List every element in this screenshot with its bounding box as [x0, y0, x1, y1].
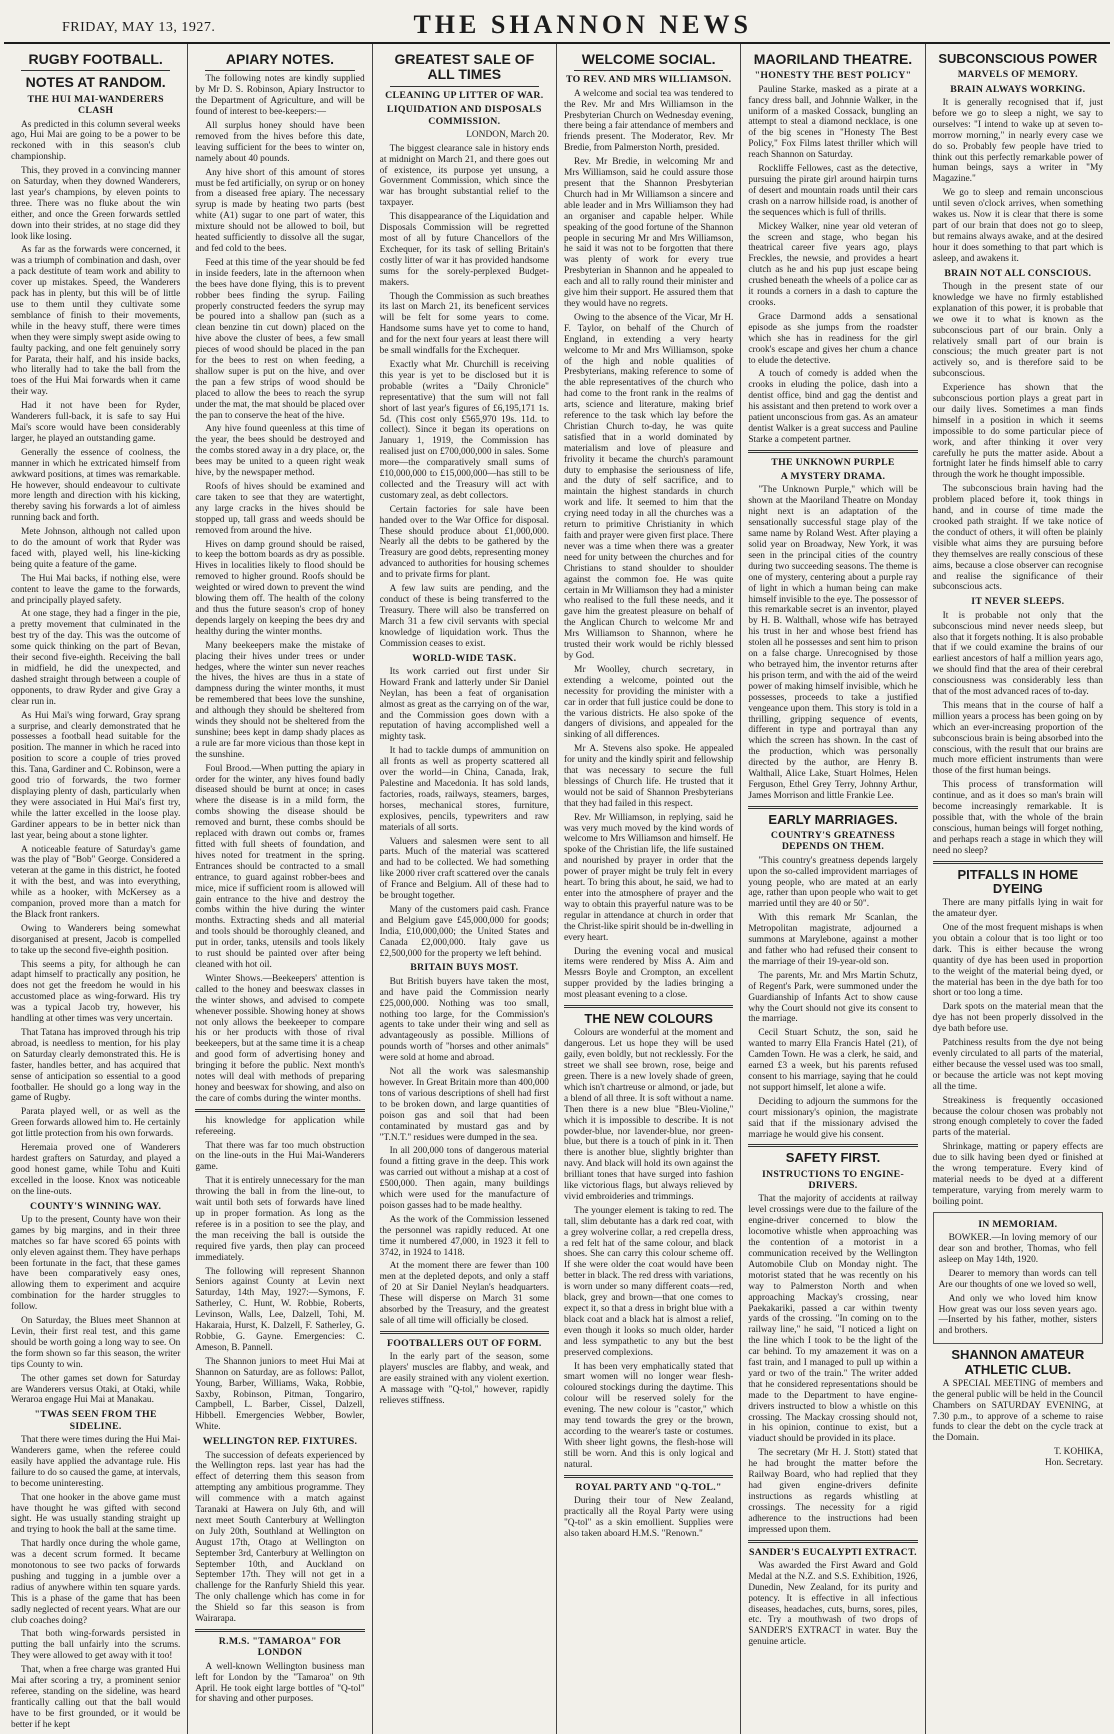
- paragraph: The biggest clearance sale in history ends at midnight on March 21, and there goes out of existence, its purpose yet unsung, a Government Commission, which since the war has brought substantial relief to the taxpayer.: [379, 143, 549, 209]
- section-heading: THE UNKNOWN PURPLE: [771, 456, 895, 468]
- paragraph: Many beekeepers make the mistake of placing their hives under trees or under hedges, where the winter sun never reaches the hives, the hives are thus in a state of dampness during the winter months, it must be remembered that bees love the sunshine, and although they should be sheltered from winds they should not be sheltered from the sunshine; bees kept in damp shady places as a rule are far more vicious than those kept in the sunshine.: [195, 640, 365, 760]
- paragraph: Mr Woolley, church secretary, in extending a welcome, pointed out the necessity for providing the minister with a car in order that full justice could be done to the various districts. He also spoke of the dangers of divisions, and appealed for the sinking of all differences.: [563, 664, 734, 741]
- paragraph: Heremaia proved one of Wanderers hardest grafters on Saturday, and played a good honest game, while Tohu and Kuiti excelled in the loose. Knox was noticeable on the line-outs.: [11, 1143, 181, 1197]
- signature-name: T. KOHIKA,: [1053, 1447, 1103, 1458]
- divider: [574, 70, 723, 71]
- divider: [380, 1331, 549, 1334]
- paragraph: One of the most frequent mishaps is when you obtain a colour that is too light or too dark. This is either because the wrong quantity of dye has been used in proportion to the weight of the material being dyed, or the material has been in the dye bath for too short or too long a time.: [932, 923, 1103, 999]
- paragraph: Certain factories for sale have been handed over to the War Office for disposal. These should produce about £1,000,000. Nearly all the debts to be gathered by the Treasury are good debts, representing money advanced to authorities for housing schemes and to private firms for plant.: [379, 504, 549, 581]
- section-heading: "TWAS SEEN FROM THE SIDELINE.: [34, 1409, 157, 1432]
- column-1: [4, 44, 188, 1734]
- paragraph: As the work of the Commission lessened the personnel was rapidly reduced. At one time it numbered 47,000, in 1923 it fell to 3742, in 1924 to 1418.: [379, 1214, 549, 1258]
- section-subheading: A MYSTERY DRAMA.: [780, 471, 886, 483]
- paragraph: That there were times during the Hui Mai-Wanderers game, when the referee could easily have applied the advantage rule. His failure to do so caused the game, at intervals, to become uninteresting.: [11, 1435, 181, 1489]
- paragraph: Had it not have been for Ryder, Wanderers full-back, it is safe to say Hui Mai's score would have been considerably larger, he played an outstanding game.: [11, 401, 181, 444]
- paragraph: That, when a free charge was granted Hui Mai after scoring a try, a prominent senior referee, standing on the sideline, was heard frantically calling out that the ball would have to be first grounded, or it would be better if he kept: [11, 1665, 181, 1730]
- paragraph: The following will represent Shannon Seniors against County at Levin next Saturday, 14th May, 1927:—Symons, F. Satherley, C. Hunt, W. Robbie, Roberts, Levinson, Walls, Lee, Dalzell, Tohi, M. Hakaraia, Hurst, K. Dalzell, F. Satherley, G. Robbie, G. Gayne. Emergencies: C. Ameson, B. Pannell.: [195, 1266, 365, 1353]
- article-heading: MAORILAND THEATRE.: [753, 51, 913, 67]
- paragraph: That the majority of accidents at railway level crossings were due to the failure of the engine-driver concerned to blow the locomotive whistle when approaching was the contention of a motorist in a communication received by the Wellington Automobile Club on Monday night. The motorist stated that he was recently on his way to Palmerston North and when approaching Mackay's crossing, near Paekakariki, passed a car within twenty yards of the crossing. "In coming on to the railway line," he said, "I noticed a light on the line which I took to be the light of the car behind. To my amazement it was on a fast train, and I managed to pull up within a yard or two of the train." The writer added that he considered representations should be made to the Department to have engine-drivers instructed to blow a whistle on this crossing. The Mackay crossing should not, in his opinion, continue to exist, but a viaduct should be provided in its place.: [748, 1194, 918, 1445]
- paragraph: In all 200,000 tons of dangerous material found a fitting grave in the deep. This work was carried out without a mishap at a cost of £500,000. Then again, many buildings which were used for the manufacture of poison gasses had to be made healthy.: [379, 1146, 549, 1211]
- paragraph: Any hive short of this amount of stores must be fed artificially, on syrup or on honey from a diseased free apiary. The necessary syrup is made by heating two parts (best white (A1) sugar to one part of water, this mixture should not be allowed to boil, but heated sufficiently to dissolve all the sugar, and fed cold to the bees.: [195, 167, 365, 254]
- paragraph: Generally the essence of coolness, the manner in which he extricated himself from awkward positions, at times was remarkable. He however, should endeavour to cultivate more length and direction with his kicking, thereby saving his forwards a lot of aimless running back and forth.: [11, 447, 181, 524]
- paragraph: At one stage, they had a finger in the pie, a pretty movement that culminated in the best try of the day. This was the outcome of some quick thinking on the part of Bevan, their second five-eighth. Receiving the ball in midfield, he did the unexpected, and dashed straight through between a couple of opponents, to draw Ryder and give Gray a clear run in.: [11, 609, 181, 707]
- paragraph: Though in the present state of our knowledge we have no firmly established explanation of this power, it is probable that we owe it to what is known as the subconscious part of our brain. Only a relatively small part of our brain is conscious; the much greater part is not actively so, and is therefore said to be subconscious.: [932, 281, 1103, 380]
- paragraph: At the moment there are fewer than 100 men at the depleted depots, and only a staff of 20 at Sir Daniel Neylan's headquarters. These will disperse on March 31 some absorbed by the Treasury, and the greatest sale of all time will officially be closed.: [379, 1261, 549, 1327]
- paragraph: During their tour of New Zealand, practically all the Royal Party were using "Q-tol" as a skin emollient. Supplies were also taken aboard H.M.S. "Renown.": [563, 1495, 734, 1539]
- paragraph: This seems a pity, for although he can adapt himself to practically any position, he does not get the freedom he would in his accustomed place as wing-forward. His try was a typical Jacob try, however, his handling at other times was very uncertain.: [11, 959, 181, 1025]
- columns: [4, 44, 1110, 1730]
- divider: [195, 1629, 364, 1632]
- paragraph: Parata played well, or as well as the Green forwards allowed him to. He certainly got little protection from his own forwards.: [11, 1107, 181, 1140]
- article-kicker: THE HUI MAI-WANDERERS CLASH: [27, 93, 164, 117]
- divider: [748, 450, 917, 453]
- article-subheading: NOTES AT RANDOM.: [25, 74, 166, 91]
- column-4: [557, 44, 741, 1734]
- article-kicker: "HONESTY THE BEST POLICY": [754, 70, 912, 82]
- paragraph: Owing to Wanderers being somewhat disorganised at present, Jacob is compelled to take up the second five-eighth position.: [11, 923, 181, 956]
- column-3: [373, 44, 557, 1734]
- section-heading: WELLINGTON REP. FIXTURES.: [202, 1436, 358, 1448]
- paragraph: Mete Johnson, although not called upon to do the amount of work that Ryder was faced with, played well, his line-kicking being quite a feature of the game.: [11, 527, 181, 570]
- paragraph: Dearer to memory than words can tell Are our thoughts of one we loved so well,: [938, 1268, 1097, 1290]
- divider: [564, 1475, 733, 1478]
- paragraph: Mickey Walker, nine year old veteran of the screen and stage, who began his theatrical career five years ago, plays Freckles, the newsie, and provides a heart clutch as he and his pup just escape being crushed beneath the wheels of a police car as it rounds a corners in a dash to capture the crooks.: [748, 221, 918, 308]
- paragraph: A well-known Wellington business man left for London by the "Tamaroa" on 9th April. He took eight large bottles of "Q-tol" for shaving and other purposes.: [195, 1661, 365, 1705]
- section-heading: BRAIN NOT ALL CONSCIOUS.: [944, 267, 1092, 279]
- newspaper-title: THE SHANNON NEWS: [413, 10, 752, 39]
- paragraph: Pauline Starke, masked as a pirate at a fancy dress ball, and Johnnie Walker, in the uniform of a masked Cossack, bungling an attempt to steal a diamond necklace, is one of the big scenes in "Honesty The Best Policy," Fox Films latest thriller which will reach Shannon on Saturday.: [748, 84, 918, 161]
- paragraph: The succession of defeats experienced by the Wellington reps. last year has had the effect of deterring them this season from attempting any ambitious programme. They will commence with a match against Taranaki at Hawera on July 6th, and will next meet South Canterbury at Wellington on July 20th, Southland at Wellington on August 17th, Otago at Wellington on September 3rd, Canterbury at Wellington on September 10th, and Auckland on September 17th. They will not get in a challenge for the Ranfurly Shield this year. The only challenge which has come in for the Shield so far this season is from Wairarapa.: [195, 1450, 365, 1625]
- article-heading: APIARY NOTES.: [225, 51, 335, 67]
- divider: [564, 1005, 733, 1008]
- paragraph: The Shannon juniors to meet Hui Mai at Shannon on Saturday, are as follows: Pallot, Young, Barber, Williams, Waka, Robbie, Saxby, Robinson, Pitman, Tongariro, Campbell, L. Barber, Cissel, Dalzell, Hibbell. Emergencies Webber, Bowler, White.: [195, 1356, 365, 1433]
- article-kicker: CLEANING UP LITTER OF WAR.: [385, 89, 544, 101]
- paragraph: Feed at this time of the year should be fed in inside feeders, late in the afternoon when the bees have done flying, this is to prevent robber bees finding the syrup. Failing properly constructed feeders the syrup may be poured into a shallow pan (such as a clean benzine tin cut down) placed on the hive above the cluster of bees, a few small pieces of wood should be placed in the pan for the bees to rest on when feeding, a shallow super is put on the hive, and over the pan a few strips of wood should be placed to allow the bees to reach the syrup under the mat, the mat should be placed over the pan to conserve the heat of the hive.: [195, 257, 365, 421]
- article-heading: GREATEST SALE OF ALL TIMES: [394, 51, 535, 83]
- paragraph: "The Unknown Purple," which will be shown at the Maoriland Theatre on Monday night next is an adaptation of the sensationally successful stage play of the same name by Roland West. After playing a solid year on Broadway, New York, it was seen in the principal cities of the country during two succeeding seasons. The theme is one of mystery, centering about a purple ray of light in which a human being can make himself invisible to the eye. The possessor of this remarkable secret is an inventor, played by H. B. Walthall, whose wife has betrayed his trust in her and whose best friend has stolen all he possesses and sent him to prison on a false charge. Unrecognised by those who betrayed him, the inventor returns after his prison term, and with the aid of the weird power of making himself invisible, which he possesses, proceeds to take a justified vengeance upon them. This story is told in a thrilling, gripping sequence of events, different in type and portrayal than any which the screen has shown. In the cast of the production, which was personally directed by the author, are Henry B. Walthall, Alice Lake, Stuart Holmes, Helen Ferguson, Ethel Grey Terry, Johnny Arthur, James Morrison and little Frankie Lee.: [748, 485, 918, 801]
- article-kicker: TO REV. AND MRS WILLIAMSON.: [565, 74, 732, 86]
- section-heading: IN MEMORIAM.: [978, 1218, 1058, 1230]
- article-heading: SUBCONSCIOUS POWER: [938, 51, 1098, 66]
- paragraph: The following notes are kindly supplied by Mr D. S. Robinson, Apiary Instructor to the Department of Agriculture, and will be found of interest to bee-keepers:—: [195, 74, 365, 118]
- paragraph: Deciding to adjourn the summons for the court missionary's opinion, the magistrate said that if the missionary advised the marriage he would give his consent.: [748, 1096, 918, 1140]
- section-heading: ROYAL PARTY AND "Q-TOL.": [575, 1481, 722, 1493]
- section-heading: WORLD-WIDE TASK.: [412, 652, 517, 664]
- article-heading: SAFETY FIRST.: [785, 1150, 881, 1166]
- paragraph: Roofs of hives should be examined and care taken to see that they are watertight, any large cracks in the hives should be stopped up, tall grass and weeds should be removed from around the hive.: [195, 482, 365, 536]
- paragraph: Shrinkage, matting or papery effects are due to silk having been dyed or finished at the wrong temperature. Every kind of material needs to be dyed at a different temperature, varying from merely warm to boiling point.: [932, 1142, 1103, 1207]
- divider: [748, 1144, 917, 1147]
- column-6: [926, 44, 1110, 1734]
- article-kicker: LIQUIDATION AND DISPOSALS COMMISSION.: [386, 104, 542, 127]
- paragraph: In the early part of the season, some players' muscles are flabby, and weak, and are easily strained with any violent exertion. A massage with "Q-tol," however, rapidly relieves stiffness.: [379, 1352, 549, 1406]
- paragraph: Many of the customers paid cash. France and Belgium gave £45,000,000 for goods; India, £10,000,000; the United States and Canada £2,000,000. Italy gave us £2,500,000 for the property we left behind.: [379, 904, 549, 959]
- article-heading: WELCOME SOCIAL.: [581, 51, 716, 67]
- article-kicker: COUNTRY'S GREATNESS DEPENDS ON THEM.: [770, 830, 896, 853]
- section-heading: R.M.S. "TAMAROA" FOR LONDON: [218, 1636, 342, 1659]
- paragraph: his knowledge for application while refereeing.: [195, 1115, 365, 1137]
- dateline: LONDON, March 20.: [466, 129, 549, 140]
- column-2: [188, 44, 372, 1734]
- paragraph: Not all the work was salesmanship however. In Great Britain more than 400,000 tons of various descriptions of shell had first to be broken down, and large quantities of poison gas and soil that had been contaminated by mustard gas and by "T.N.T." residues were dumped in the sea.: [379, 1067, 549, 1143]
- paragraph: As Hui Mai's wing forward, Gray sprang a surprise, and clearly demonstrated that he possesses a football head suitable for the position. The manner in which he raced into position to score a couple of tries proved this. Tana, Gardiner and C. Robinson, were a good trio of forwards, the two former displaying plenty of dash, particularly when they were associated in Hui Mai's first try, while the latter excelled in the loose play. Gardiner appears to be in better nick than last year, being about a stone lighter.: [11, 710, 181, 841]
- divider: [748, 1540, 917, 1543]
- paragraph: The parents, Mr. and Mrs Martin Schutz, of Regent's Park, were summoned under the Guardianship of Infants Act to show cause why the Court should not give its consent to the marriage.: [748, 970, 918, 1025]
- column-5: [741, 44, 925, 1734]
- divider: [195, 1109, 364, 1112]
- paragraph: The other games set down for Saturday are Wanderers versus Otaki, at Otaki, while Weraroa engage Hui Mai at Manakau.: [11, 1373, 181, 1406]
- section-heading: FOOTBALLERS OUT OF FORM.: [386, 1337, 542, 1349]
- paragraph: The younger element is taking to red. The tall, slim debutante has a dark red coat, with a grey wolverine collar, a red crepella dress, a red felt hat of the same colour, and black shoes. She can carry this colour scheme off. If she were older the coat would have been better in black. The red dress with variations, is worn under so many different coats—red, black, grey and brown—that one comes to expect it, so that a dress in bright blue with a black coat and a black hat is almost a relief, even though it looks so much older, harder and less sympathetic to any but the best preserved complexions.: [563, 1205, 734, 1358]
- paragraph: But British buyers have taken the most, and have paid the Commission nearly £25,000,000. Nothing was too small, nothing too large, for the Commission's agents to take under their wing and sell as advantageously as possible. Millions of pounds worth of "horses and other animals" were sold at home and abroad.: [379, 976, 549, 1064]
- paragraph: Rev. Mr Bredie, in welcoming Mr and Mrs Williamson, said he could assure those present that the Shannon Presbyterian Church had in Mr Williamson a sincere and able leader and in Mrs Williamson they had an organiser and capable helper. While speaking of the good fortune of the Shannon people in securing Mr and Mrs Williamson, he said it was not to be forgotten that there was plenty of work for every true Presbyterian in Shannon and he appealed to each and all to rally round their minister and give him their support. He assured them that they would have no regrets.: [563, 157, 734, 309]
- paragraph: It had to tackle dumps of ammunition on all fronts as well as property scattered all over the world—in China, Canada, Irak, Palestine and Macedonia. It has sold lands, factories, roads, railways, steamers, barges, horses, mechanical stores, furniture, explosives, pencils, typewriters and raw materials of all sorts.: [379, 746, 549, 833]
- paragraph: This process of transformation will continue, and as it does so man's brain will become increasingly remarkable. It is possible that, with the whole of the brain conscious, human beings will forget nothing, and perhaps reach a stage in which they will need no sleep?: [932, 780, 1103, 856]
- section-heading: BRITAIN BUYS MOST.: [410, 962, 519, 974]
- paragraph: A welcome and social tea was tendered to the Rev. Mr and Mrs Williamson in the Presbyterian Church on Wednesday evening, there being a fair attendance of members and friends present. The Moderator, Rev. Mr Bredie, from Palmerston North, presided.: [563, 88, 734, 154]
- article-kicker: BRAIN ALWAYS WORKING.: [950, 83, 1086, 95]
- paragraph: During the evening vocal and musical items were rendered by Miss A. Aim and Messrs Boyle and Crompton, an excellent supper provided by the ladies bringing a most pleasant evening to a close.: [563, 946, 734, 1001]
- paragraph: A SPECIAL MEETING of members and the general public will be held in the Council Chambers on SATURDAY EVENING, at 7.30 p.m., to approve of a scheme to raise funds to clear the debt on the cycle track at the Domain.: [932, 1378, 1103, 1444]
- article-heading: EARLY MARRIAGES.: [768, 811, 898, 827]
- divider: [748, 806, 917, 809]
- paragraph: Colours are wonderful at the moment and dangerous. Let us hope they will be used gaily, even boldly, but not recklessly. For the street we shall see brown, rose, beige and green. There is a new lovely shade of green, which isn't chartreuse or almond, or jade, but a blend of all three. It is soft without a name. Then there is a new blue "Bleu-Violine," which it is impossible to describe. It is not powder-blue, nor lavender-blue, nor green-blue, but there is a touch of pink in it. Then there is another blue, slightly brighter than navy. And black will hold its own against the brilliant tones that have surged into fashion like victorious flags, but always relieved by vivid embroideries and trimmings.: [563, 1028, 734, 1202]
- paragraph: That hardly once during the whole game, was a decent scrum formed. It became monotonous to see two packs of forwards pushing and tugging in a jumble over a radius of anywhere within ten square yards. This is a phase of the game that has been sadly neglected of recent years. What are our club coaches doing?: [11, 1539, 181, 1626]
- paragraph: Rockliffe Fellowes, cast as the detective, pursuing the pirate girl around hairpin turns of desert and mountain roads until their cars crash on a narrow hillside road, is another of the sequences which is full of thrills.: [748, 164, 918, 218]
- paragraph: We go to sleep and remain unconscious until seven o'clock arrives, when something wakes us. Now it is clear that there is some part of our brain that does not go to sleep, but remains always awake, and at the desired hour it does something to that part which is asleep, and awakens it.: [932, 188, 1103, 264]
- paragraph: With this remark Mr Scanlan, the Metropolitan magistrate, adjourned a summons at Marylebone, against a mother and father who had refused their consent to the marriage of their 19-year-old son.: [748, 913, 918, 967]
- paragraph: This disappearance of the Liquidation and Disposals Commission will be regretted most of all by future Chancellors of the Exchequer, for its task of selling Britain's costly litter of war it has provided handsome sums for the sorely-perplexed Budget-makers.: [379, 212, 549, 288]
- section-heading: SANDER'S EUCALYPTI EXTRACT.: [749, 1546, 917, 1558]
- masthead: [4, 0, 1110, 44]
- paragraph: Grace Darmond adds a sensational episode as she jumps from the roadster which she has in readiness for the girl crook's escape and gives her chum a chance to elude the detective.: [748, 311, 918, 366]
- paragraph: BOWKER.—In loving memory of our dear son and brother, Thomas, who fell asleep on May 14th, 1920.: [938, 1233, 1097, 1265]
- paragraph: That there was far too much obstruction on the line-outs in the Hui Mai-Wanderers game.: [195, 1140, 365, 1173]
- paragraph: It is probable not only that the subconscious mind never needs sleep, but also that it forgets nothing. It is also probable that if we could examine the brains of our earliest ancestors of half a million years ago, we should find that the area of their cerebral consciousness was considerably less than that of the most advanced races of to-day.: [932, 610, 1103, 698]
- paragraph: That Tatana has improved through his trip abroad, is needless to mention, for his play on Saturday clearly demonstrated this. He is faster, handles better, and has acquired that sense of anticipation so essential to a good footballer. He should go a long way in the game of Rugby.: [11, 1028, 181, 1104]
- paragraph: That both wing-forwards persisted in putting the ball unfairly into the scrums. They were allowed to get away with it too!: [11, 1629, 181, 1662]
- paragraph: Winter Shows.—Beekeepers' attention is called to the honey and beeswax classes in the winter shows, and advised to compete whenever possible. Showing honey at shows not only allows the beekeeper to compare his or her products with those of rival beekeepers, but at the same time it is a cheap and good form of advertising honey and bringing it before the public. Next month's notes will deal with methods of preparing honey and beeswax for showing, and also on the care of combs during the winter months.: [195, 973, 365, 1104]
- section-heading: IT NEVER SLEEPS.: [971, 596, 1065, 608]
- paragraph: A touch of comedy is added when the crooks in eluding the police, dash into a dentist office, bind and gag the dentist and his assistant and then pretend to work over a patient unconscious from gas. As an amateur dentist Walker is a great success and Pauline Starke a competent partner.: [748, 369, 918, 445]
- paragraph: Foul Brood.—When putting the apiary in order for the winter, any hives found badly diseased should be burnt at once; in cases where the disease is in a mild form, the combs showing the disease should be removed and burnt, these combs should be replaced with drawn out combs or, frames fitted with full sheets of foundation, and hives noted for treatment in the spring. Entrances should be contracted to a small entrance, to guard against robber-bees and mice, mice if sufficient room is allowed will gain entrance to the hive and destroy the combs within the hive during the winter months. Extracting sheds and all material and tools should be thoroughly cleaned, and put in order, tanks, utensils and tools likely to rust should be painted over after being cleaned with hot oil.: [195, 763, 365, 970]
- paragraph: Exactly what Mr. Churchill is receiving this year is yet to be disclosed but it is probable (writes a "Daily Chronicle" representative) that the sum will not fall short of last year's figures of £6,195,171 1s. 5d. (This cost only £565,970 19s. 11d. to collect). Since it began its operations on January 1, 1919, the Commission has realised just on £700,000,000 in sales. Some more—the comparatively small sums of £10,000,000 to £15,000,000—has still to be collected and the Treasury will act with customary zeal, as debt collectors.: [379, 359, 549, 501]
- paragraph: A few law suits are pending, and the conduct of these is being transferred to the Treasury. There will also be transferred on March 31 a few civil servants with special knowledge of liquidation work. Thus the Commission ceases to exist.: [379, 584, 549, 649]
- paragraph: Rev. Mr Williamson, in replying, said he was very much moved by the kind words of welcome to Mrs Williamson and himself. He spoke of the Christian life, the life sustained and nourished by prayer in order that the power of prayer might be truly felt in every heart. To bring this about, he said, we had to enter into the atmosphere of prayer and the way to obtain this prayerful nature was to be regular in attendance at church in order that the Christ-like spirit should be in-dwelling in every heart.: [563, 812, 734, 943]
- paragraph: Hives on damp ground should be raised, to keep the bottom boards as dry as possible. Hives in localities likely to flood should be removed to higher ground. Roofs should be weighted or wired down to prevent the wind blowing them off. The health of the colony and thus the future season's crop of honey depends largely on keeping the bees dry and healthy during the winter months.: [195, 539, 365, 637]
- paragraph: That it is entirely unnecessary for the man throwing the ball in from the line-out, to wait until both sets of forwards have lined up in proper formation. As long as the referee is in a position to see the play, and the man receiving the ball is outside the required five yards, then play can proceed immediately.: [195, 1176, 365, 1263]
- paragraph: The Hui Mai backs, if nothing else, were content to leave the game to the forwards, and principally played safety.: [11, 573, 181, 606]
- paragraph: It has been very emphatically stated that smart women will no longer wear flesh-coloured stockings during the daytime. This colour will be reserved solely for the evening. The new colour is "castor," which may tend towards the grey or the brown, according to the wearer's taste or costumes. With sheer light gowns, the flesh-hose will still be worn. And this is only logical and natural.: [563, 1361, 734, 1470]
- article-kicker: MARVELS OF MEMORY.: [957, 69, 1078, 81]
- paragraph: Owing to the absence of the Vicar, Mr H. F. Taylor, on behalf of the Church of England, in extending a very hearty welcome to Mr and Mrs Williamson, spoke of the high and noble qualities of Presbyterians, making reference to some of the able representatives of the church who had come to the front rank in the realms of arts, science and literature, making brief reference to the task which lay before the Christian Church to-day, he was quite satisfied that in a world dominated by materialism and love of pleasure and frivolity it became the church's paramount duty to emphasise the seriousness of life, and the duty of self sacrifice, and to maintain the highest standards in church work and life. It seemed to him that the crying need today in all the churches was a return to primitive Christianity in which faith and prayer were given first place. There never was a time when there was a greater need for unity between the churches and for Christians to stand shoulder to shoulder against the common foe. He was quite certain in Mr Williamson they had a minister who realised to the full these needs, and it gave him the greatest pleasure on behalf of the Anglican Church to welcome Mr and Mrs Williamson to Shannon, where he trusted their work would be richly blessed by God.: [563, 312, 734, 661]
- article-heading: THE NEW COLOURS: [584, 1011, 713, 1027]
- issue-date: FRIDAY, MAY 13, 1927.: [62, 20, 216, 35]
- paragraph: That one hooker in the above game must have thought he was gifted with second sight. He was usually standing straight up and trying to hook the ball at the same time.: [11, 1492, 181, 1536]
- paragraph: Up to the present, County have won their games by big margins, and in their three matches so far have scored 65 points with only eleven against them. They have perhaps been fortunate in the fact, that these games have been comparatively easy ones, allowing them to experiment and acquire combination for the harder struggles to follow.: [11, 1214, 181, 1313]
- divider: [205, 70, 354, 71]
- paragraph: All surplus honey should have been removed from the hives before this date, leaving sufficient for the bees to winter on, namely about 40 pounds.: [195, 121, 365, 164]
- section-heading: COUNTY'S WINNING WAY.: [30, 1200, 162, 1212]
- memoriam-notice: [933, 1212, 1103, 1345]
- divider: [21, 70, 170, 71]
- paragraph: As far as the forwards were concerned, it was a triumph of combination and dash, over a pack destitute of team work and ability to cover up mistakes. Speed, the Wanderers pack has in plenty, but this will be of little use to them until they cultivate some semblance of finish to their movements, while in the heavy stuff, there were times when they were simply swept aside owing to faulty packing, and one felt genuinely sorry for Parata, their half, and his inside backs, who literally had to take the ball from the toes of the Hui Mai forwards when it came their way.: [11, 245, 181, 398]
- paragraph: Was awarded the First Award and Gold Medal at the N.Z. and S.S. Exhibition, 1926, Dunedin, New Zealand, for its purity and potency. It is effective in all infectious diseases, headaches, cuts, burns, sores, piles, etc. Try a mouthwash of two drops of SANDER'S EXTRACT in water. Buy the genuine article.: [748, 1560, 918, 1648]
- paragraph: As predicted in this column several weeks ago, Hui Mai are going to be a power to be reckoned with in this season's club championship.: [11, 119, 181, 163]
- paragraph: This means that in the course of half a million years a process has been going on by which an ever-increasing proportion of the subconscious brain is being absorbed into the conscious, with the result that our brains are much more efficient instruments than were those of the first human beings.: [932, 700, 1103, 777]
- article-heading: SHANNON AMATEUR ATHLETIC CLUB.: [951, 1347, 1085, 1377]
- paragraph: Its work carried out first under Sir Howard Frank and latterly under Sir Daniel Neylan, has been a feat of organisation almost as great as the carrying on of the war, and the Commission goes down with a reputation of having accomplished well a mighty task.: [379, 666, 549, 743]
- paragraph: Valuers and salesmen were sent to all parts. Much of the material was scattered and had to be collected. We had something like 2000 river craft scattered over the canals of France and Belgium. All of these had to be brought together.: [379, 836, 549, 902]
- paragraph: The subconscious brain having had the problem placed before it, took things in hand, and in course of time made the crooked path straight. If we take notice of the conduct of others, it will often be plainly visible what aims they are pursuing before they themselves are really conscious of these aims, because a close observer can recognise and realise the significance of their subconscious acts.: [932, 484, 1103, 593]
- paragraph: There are many pitfalls lying in wait for the amateur dyer.: [932, 898, 1103, 920]
- paragraph: Mr A. Stevens also spoke. He appealed for unity and the kindly spirit and fellowship that was necessary to secure the full blessings of Church life. He trusted that it would not be said of Shannon Presbyterians that they had failed in this respect.: [563, 744, 734, 809]
- paragraph: Experience has shown that the subconscious portion plays a great part in our daily lives. Sometimes a man finds himself in a position in which it seems impossible to do some particular piece of work, and after thinking it over very carefully he puts the matter aside. About a fortnight later he finds himself able to carry through the work he thought impossible.: [932, 383, 1103, 481]
- divider: [933, 861, 1103, 864]
- paragraph: On Saturday, the Blues meet Shannon at Levin, their first real test, and this game should be worth going a long way to see. On the form shown so far this season, the writer tips County to win.: [11, 1316, 181, 1370]
- paragraph: This, they proved in a convincing manner on Saturday, when they downed Wanderers, last year's champions, by eleven points to three. There was no fluke about the win either, and once the Green forwards settled down into their strides, at no stage did they look like losing.: [11, 166, 181, 242]
- paragraph: And only we who loved him know How great was our loss seven years ago. —Inserted by his father, mother, sisters and brothers.: [938, 1293, 1097, 1337]
- paragraph: Any hive found queenless at this time of the year, the bees should be destroyed and the combs stored away in a dry place, or, the bees may be united to a queen right weak hive, by the newspaper method.: [195, 424, 365, 479]
- article-heading: PITFALLS IN HOME DYEING: [957, 866, 1079, 896]
- paragraph: The secretary (Mr H. J. Stott) stated that he had brought the matter before the Railway Board, who had replied that they had given engine-drivers definite instructions as regards whistling at crossings. The necessity for a rigid adherence to the instructions had been impressed upon them.: [748, 1448, 918, 1535]
- paragraph: A noticeable feature of Saturday's game was the play of "Bob" George. Considered a veteran at the game in this district, he footed it with the best, and was into everything, while as a hooker, with McKersey as a companion, proved more than a match for the Black front rankers.: [11, 844, 181, 920]
- article-heading: RUGBY FOOTBALL.: [28, 51, 163, 67]
- paragraph: "This country's greatness depends largely upon the so-called improvident marriages of young people, who are mated at an early age, rather than upon people who wait to get married until they are 40 or 50".: [748, 855, 918, 910]
- paragraph: Though the Commission as such breathes its last on March 21, its beneficent services will be felt for some years to come. Handsome sums have yet to come to hand, and for the next four years at least there will be small windfalls for the Exchequer.: [379, 291, 549, 357]
- paragraph: Cecil Stuart Schutz, the son, said he wanted to marry Ella Francis Hatel (21), of Camden Town. He was a clerk, he said, and earned £3 a week, but his parents refused consent to his marriage, saying that he could not support himself, let alone a wife.: [748, 1028, 918, 1093]
- paragraph: It is generally recognised that if, just before we go to sleep a night, we say to ourselves: "I intend to wake up at seven to-morrow morning," in nearly every case we do so. Probably few people have tried to think out this perfectly remarkable power of human beings, says a writer in "My Magazine.": [932, 98, 1103, 185]
- signature-title: Hon. Secretary.: [1045, 1458, 1103, 1469]
- article-kicker: INSTRUCTIONS TO ENGINE-DRIVERS.: [761, 1168, 905, 1192]
- paragraph: Patchiness results from the dye not being evenly circulated to all parts of the material, either because the vessel used was too small, or because the article was not kept moving all the time.: [932, 1038, 1103, 1092]
- paragraph: Streakiness is frequently occasioned because the colour chosen was probably not strong enough completely to cover the faded parts of the material.: [932, 1095, 1103, 1139]
- paragraph: Dark spots on the material mean that the dye has not been properly dissolved in the dye bath before use.: [932, 1002, 1103, 1035]
- divider: [390, 86, 539, 87]
